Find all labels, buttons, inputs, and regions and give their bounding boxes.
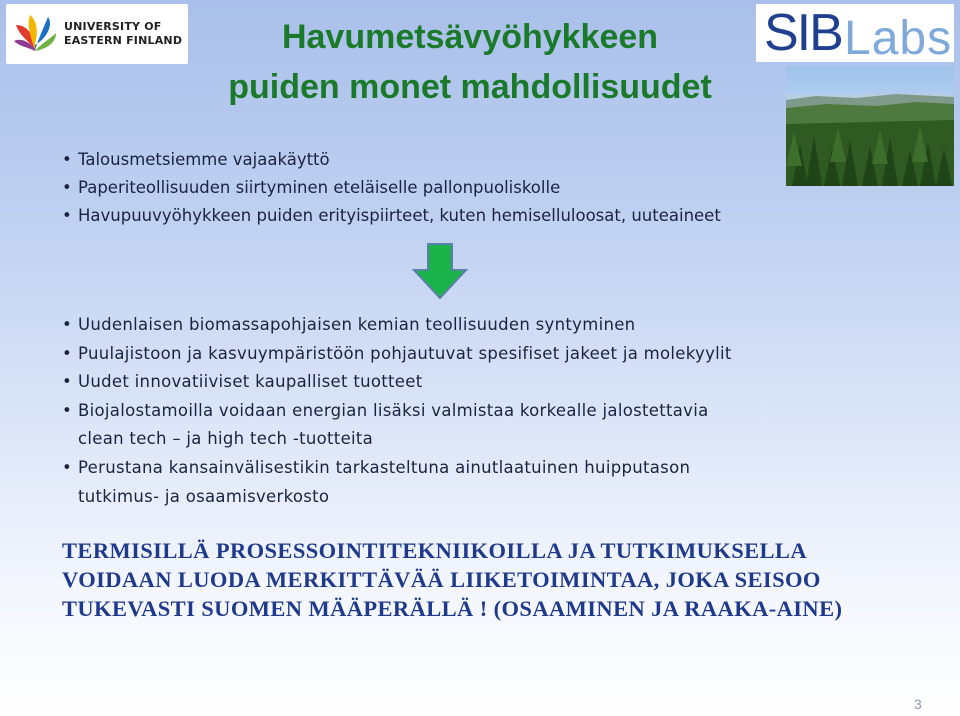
conclusion-line2: VOIDAAN LUODA MERKITTÄVÄÄ LIIKETOIMINTAA, JOKA SEISOO bbox=[62, 567, 821, 592]
list-item: • Puulajistoon ja kasvuympäristöön pohjautuvat spesifiset jakeet ja molekyylit bbox=[62, 340, 732, 369]
bullet-icon: • bbox=[62, 372, 73, 392]
down-arrow-icon bbox=[410, 242, 470, 302]
bullet-icon: • bbox=[62, 178, 72, 197]
list-item: • Uudenlaisen biomassapohjaisen kemian teollisuuden syntyminen bbox=[62, 311, 732, 340]
labs-logo-text: Labs bbox=[844, 12, 953, 65]
slide-title-line1: Havumetsävyöhykkeen bbox=[281, 18, 659, 56]
page-number: 3 bbox=[914, 696, 922, 712]
bullet-icon: • bbox=[62, 400, 73, 420]
slide-title-line2: puiden monet mahdollisuudet bbox=[228, 68, 712, 106]
list-item: • Biojalostamoilla voidaan energian lisäksi valmistaa korkealle jalostettavia bbox=[62, 397, 732, 426]
top-bullet-list bbox=[62, 146, 721, 230]
bullet-icon: • bbox=[62, 150, 72, 169]
conclusion-line1: TERMISILLÄ PROSESSOINTITEKNIIKOILLA JA TUTKIMUKSELLA bbox=[62, 538, 807, 563]
conclusion-text bbox=[62, 536, 842, 623]
bullet-icon: • bbox=[62, 206, 72, 225]
forest-landscape-image bbox=[786, 66, 954, 186]
university-flower-icon bbox=[12, 11, 58, 57]
list-item: • Havupuuvyöhykkeen puiden erityispiirteet, kuten hemiselluloosat, uuteaineet bbox=[62, 202, 721, 230]
conclusion-line3: TUKEVASTI SUOMEN MÄÄPERÄLLÄ ! (OSAAMINEN JA RAAKA-AINE) bbox=[62, 596, 843, 621]
sib-labs-logo bbox=[756, 4, 954, 65]
bullet-icon: • bbox=[62, 343, 73, 363]
university-logo bbox=[6, 4, 188, 64]
bullet-icon: • bbox=[62, 457, 73, 477]
bullet-icon: • bbox=[62, 315, 73, 334]
sib-logo-text: SIB bbox=[764, 4, 842, 62]
university-name-line1: UNIVERSITY OF bbox=[64, 20, 162, 33]
university-name-line2: EASTERN FINLAND bbox=[64, 34, 183, 47]
list-item: • Paperiteollisuuden siirtyminen eteläiselle pallonpuoliskolle bbox=[62, 174, 721, 202]
bottom-bullet-list bbox=[62, 311, 732, 511]
list-item-continuation: clean tech – ja high tech -tuotteita bbox=[78, 429, 374, 449]
list-item: • Talousmetsiemme vajaakäyttö bbox=[62, 146, 721, 174]
list-item-continuation: tutkimus- ja osaamisverkosto bbox=[78, 486, 330, 506]
list-item: • Uudet innovatiiviset kaupalliset tuotteet bbox=[62, 368, 732, 397]
list-item: • Perustana kansainvälisestikin tarkasteltuna ainutlaatuinen huipputason bbox=[62, 454, 732, 483]
